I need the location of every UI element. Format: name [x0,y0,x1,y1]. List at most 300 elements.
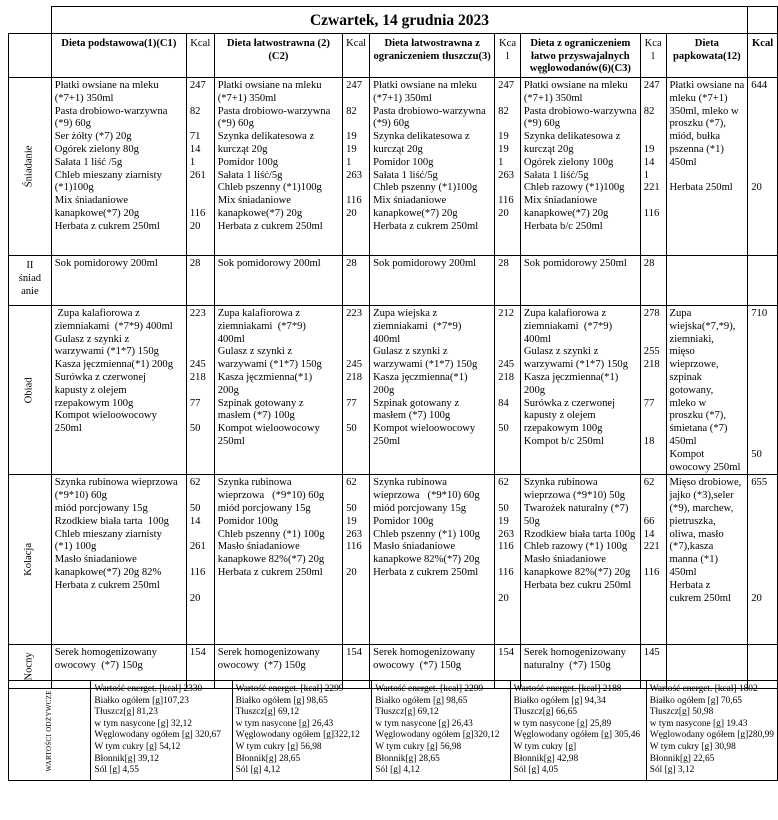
kcal-value [644,503,663,516]
menu-item: Płatki owsiane na mleku [54,80,159,91]
kcal-value [644,321,663,334]
kcal-value [751,359,774,372]
kcal-value: 28 [346,258,357,269]
kcal-value [751,541,774,554]
title-corner [748,7,778,34]
menu-item: Mix śniadaniowe [523,195,598,207]
menu-item: Szynka rubinowa [523,477,598,489]
menu-item: Herbata z cukrem 250ml [217,566,323,578]
kcal-value: 1 [189,156,196,168]
menu-item: Chleb mieszany ziarnisty [54,169,162,181]
menu-item: kanapkowe(*7) 20g [523,207,609,219]
kcal-value [644,131,663,144]
menu-item: Szynka delikatesowa z [217,131,315,143]
menu-item: (*7),kasza [669,541,714,553]
kcal-value [346,436,366,449]
nutrition-value: Węglowodany ogółem [g] 305,46 [513,730,641,741]
menu-item: Zupa wiejska z [373,308,438,319]
kcal-value: 19 [346,143,357,155]
menu-item: Szpinak gotowany z [217,397,304,409]
kcal-value: 116 [189,566,206,578]
kcal-value [346,334,366,347]
menu-item: Chleb pszenny (*1) 100g [373,528,480,540]
nutrition-value: w tym nasycone [g] 19.43 [649,718,748,729]
kcal-value: 14 [643,528,655,540]
menu-item: Rzodkiew biała tarta 100g [523,528,636,540]
kcal-value: 14 [189,143,201,155]
menu-item: warzywami (*1*7) 150g [373,359,478,371]
kcal-value [498,334,517,347]
menu-item: Twarożek naturalny (*7) [523,502,629,514]
menu-item: ziemniakami (*7*9) 400ml [54,320,173,332]
menu-item: miód porcjowany 15g [373,502,467,514]
menu-item: (*9*10) 60g [54,490,107,502]
kcal-value [498,321,517,334]
kcal-value [190,334,211,347]
menu-item: manna (*1) [669,554,719,566]
nutrition-value: Węglowodany ogółem [g]320,12 [375,730,500,741]
kcal-value: 62 [189,477,201,489]
kcal-value: 62 [643,477,655,489]
kcal-value [498,554,517,567]
menu-item: Pomidor 100g [373,515,434,527]
kcal-value: 82 [189,105,201,117]
menu-item: proszku (*7), [669,410,726,422]
kcal-value: 66 [643,515,655,527]
menu-items-cell [370,256,495,306]
menu-item: Sok pomidorowy 200ml [54,258,158,269]
menu-item: 250ml [373,435,401,447]
menu-item: Kompot wieloowocowy [373,423,476,435]
menu-items-cell [520,256,640,306]
kcal-value [644,385,663,398]
kcal-value: 116 [498,566,514,578]
nutrition-value: Białko ogółem [g] 98,65 [375,695,468,706]
kcal-value: 20 [189,592,201,604]
menu-item: Sok pomidorowy 200ml [373,258,477,269]
menu-item: miód porcjowany 15g [54,502,148,514]
menu-item: Sałata 1 liść/5g [217,169,283,181]
menu-item: Sok pomidorowy 250ml [523,258,627,269]
menu-item: Chleb pszenny (*1) 100g [217,528,325,540]
menu-item: Sałata 1 liść/5g [373,169,438,181]
menu-items-cell [214,306,342,475]
kcal-value: 116 [346,195,362,207]
nutrition-value: Błonnik[g] 28,65 [235,753,301,764]
nutrition-value: Wartość energet. [kcal] 2188 [513,684,622,694]
menu-items-cell [520,475,640,645]
menu-items-cell [370,306,495,475]
menu-item: rzepakowym 100g [523,423,603,435]
kcal-value [751,554,774,567]
kcal-value: 20 [346,207,357,219]
kcal-value: 1 [346,156,352,168]
kcal-value [346,410,366,423]
kcal-value [346,490,366,503]
kcal-value: 50 [189,502,201,514]
nutrition-table [8,680,778,781]
menu-item: Mięso drobiowe, [669,477,742,489]
kcal-value [190,554,211,567]
meal-label-cell [9,475,52,645]
meal-label: Obiad [23,377,35,404]
kcal-value [644,221,663,234]
menu-item: masłem (*7) 100g [373,410,451,422]
menu-item: miód porcjowany 15g [217,502,311,514]
menu-item: Kompot b/c 250ml [523,435,604,447]
menu-item: (*9), marchew, [669,502,734,514]
menu-item: 200g [217,384,239,396]
kcal-value: 77 [189,397,201,409]
kcal-value: 50 [498,502,509,514]
column-header-diet: Dieta papkowata(12) [666,34,748,78]
menu-item: kurcząt 20g [373,143,423,155]
kcal-cell [748,475,778,645]
menu-item: Sałata 1 liść/5g [523,169,589,181]
kcal-value: 116 [643,566,660,578]
kcal-cell [748,78,778,256]
kcal-cell [640,306,666,475]
menu-item: owocowy (*7) 150g [54,660,143,672]
menu-item: Kasza jęczmienna(*1) [523,371,619,383]
kcal-value: 116 [189,207,206,219]
menu-item: Kasza jęczmienna(*1) [373,371,468,383]
menu-item: Szpinak gotowany z [373,397,460,409]
kcal-value [190,195,211,208]
menu-item: Ogórek zielony 100g [523,156,614,168]
menu-item: kanapkowe(*7) 20g [373,207,458,219]
menu-item: mleko w [669,397,707,409]
kcal-value [498,118,517,131]
kcal-value [751,385,774,398]
menu-item: Chleb razowy (*1) 100g [523,541,628,553]
kcal-value [498,490,517,503]
menu-item: Mix śniadaniowe [217,195,291,207]
kcal-value: 19 [643,143,655,155]
menu-item: Chleb razowy (*1)100g [523,182,625,194]
menu-item: Chleb pszenny (*1)100g [217,182,322,194]
menu-item: warzywami (*1*7) 150g [54,346,159,358]
kcal-value: 62 [346,477,357,489]
kcal-value [644,372,663,385]
kcal-value: 263 [346,528,363,540]
kcal-cell [748,256,778,306]
kcal-value: 644 [751,80,768,91]
kcal-value: 116 [643,207,660,219]
kcal-value [751,516,774,529]
menu-item: Masło śniadaniowe [217,541,300,553]
menu-item: Kasza jęczmienna(*1) [217,371,313,383]
menu-item: kurcząt 20g [523,143,574,155]
kcal-value [346,221,366,234]
column-header-kcal: Kcal [343,34,370,78]
kcal-value [751,131,774,144]
kcal-value: 218 [643,359,660,371]
nutrition-value: Wartość energet. [kcal] 2299 [375,684,484,694]
menu-item: Płatki owsiane na mleku [217,80,322,91]
menu-item: Pasta drobiowo-warzywna [373,105,486,117]
kcal-value: 116 [498,541,514,553]
kcal-value [346,182,366,195]
kcal-value [751,372,774,385]
kcal-value [751,529,774,542]
meal-row [9,306,778,475]
kcal-value [644,490,663,503]
kcal-value [346,118,366,131]
kcal-value [190,118,211,131]
kcal-value [644,554,663,567]
menu-items-cell [520,78,640,256]
column-header-diet: Dieta z ograniczeniem łatwo przyswajalnych węglowodanów(6)(C3) [520,34,640,78]
kcal-value [190,529,211,542]
kcal-cell [343,475,370,645]
kcal-value [644,334,663,347]
kcal-value [751,93,774,106]
nutrition-label-cell [9,681,91,781]
nutrition-column [372,681,510,781]
menu-item: Pasta drobiowo-warzywna [217,105,331,117]
nutrition-value: W tym cukry [g] [513,741,577,752]
kcal-value: 247 [346,80,363,91]
kcal-value [751,170,774,183]
kcal-value: 82 [498,105,509,117]
menu-item: Herbata z cukrem 250ml [54,579,160,591]
kcal-cell [186,306,214,475]
meal-label-line: anie [21,285,39,297]
menu-items-cell [214,256,342,306]
meal-label-line: śniad [18,272,42,284]
menu-item: Pomidor 100g [373,156,434,168]
nutrition-value: Sól [g] 3,12 [649,765,695,776]
kcal-value: 263 [346,169,363,181]
kcal-value: 145 [643,647,660,659]
menu-item: Gulasz z szynki z [373,346,448,358]
nutrition-value: Sól [g] 4,12 [235,765,281,776]
kcal-cell [640,78,666,256]
menu-item: (*1)100g [54,182,94,194]
kcal-value: 263 [498,169,515,181]
kcal-value: 84 [498,397,509,409]
header-meal-cell [9,34,52,78]
kcal-value: 218 [498,371,515,383]
menu-item: owocowy (*7) 150g [217,660,306,672]
nutrition-value: Tłuszcz[g] 50,98 [649,707,714,718]
menu-item: Serek homogenizowany [373,647,476,659]
kcal-value [346,346,366,359]
kcal-value [751,398,774,411]
kcal-value: 245 [498,359,515,371]
menu-item: Płatki owsiane na mleku [373,80,477,91]
kcal-value [751,144,774,157]
menu-item: Kompot wieloowocowy [54,410,157,422]
nutrition-value: Błonnik[g] 42,98 [513,753,579,764]
nutrition-value: W tym cukry [g] 56,98 [375,741,462,752]
menu-item: Szynka rubinowa wieprzowa [54,477,178,489]
menu-items-cell [51,475,186,645]
kcal-value [190,410,211,423]
menu-item: 200g [373,384,395,396]
kcal-value [498,385,517,398]
menu-item: miód, bułka [669,131,721,143]
menu-item [373,580,491,593]
menu-item: Ser żółty (*7) 20g [54,131,132,143]
nutrition-column [646,681,777,781]
kcal-value [346,93,366,106]
menu-item: kanapkowe(*7) 20g [54,207,140,219]
kcal-value: 218 [346,371,363,383]
kcal-value: 245 [189,359,206,371]
nutrition-value: Węglowodany ogółem [g]322,12 [235,730,360,741]
menu-item: mleku (*7+1) [669,92,728,104]
title-spacer [9,7,52,34]
menu-item: Pasta drobiowo-warzywna [523,105,637,117]
menu-item: kurcząt 20g [217,143,268,155]
kcal-value: 154 [189,647,206,659]
kcal-value: 14 [189,515,201,527]
kcal-cell [495,475,521,645]
kcal-value: 50 [346,502,357,514]
nutrition-value: w tym nasycone [g] 32,12 [94,718,192,729]
menu-item: Szynka delikatesowa z [373,131,470,143]
kcal-cell [748,306,778,475]
menu-item [670,170,745,183]
kcal-cell [495,78,521,256]
kcal-value [751,157,774,170]
menu-item: Surówka z czerwonej [523,397,616,409]
nutrition-value: Węglowodany ogółem [g]280,99 [649,730,774,741]
menu-item: (*7+1) 350ml [373,92,432,104]
menu-item: Szynka rubinowa [373,477,447,489]
kcal-value: 82 [643,105,655,117]
kcal-value: 19 [498,131,509,143]
kcal-value [498,436,517,449]
kcal-value [751,462,774,475]
menu-item: owocowy (*7) 150g [373,660,462,672]
nutrition-value: Wartość energet. [kcal] 2330 [94,684,203,694]
kcal-value: 28 [189,258,201,269]
kcal-value [751,436,774,449]
menu-item: (*9) 60g [217,118,254,130]
kcal-cell [343,78,370,256]
menu-item: 400ml [523,333,551,345]
menu-item: Płatki owsiane na [669,80,745,91]
menu-item: (*9) 60g [54,118,91,130]
kcal-value: 247 [643,80,660,91]
column-header-diet: Dieta podstawowa(1)(C1) [51,34,186,78]
kcal-value [498,221,517,234]
menu-item: (*7+1) 350ml [523,92,583,104]
kcal-value [644,118,663,131]
menu-item: wieprzowa (*9*10) 60g [217,490,325,502]
kcal-value: 62 [498,477,509,489]
menu-item: Herbata z cukrem 250ml [373,220,479,232]
menu-item: warzywami (*1*7) 150g [523,359,629,371]
kcal-value: 19 [346,515,357,527]
kcal-value [498,93,517,106]
nutrition-value: w tym nasycone [g] 26,43 [375,718,473,729]
nutrition-column [232,681,372,781]
kcal-cell [495,306,521,475]
menu-item: Pomidor 100g [217,156,279,168]
menu-item: proszku (*7), [669,118,726,130]
kcal-value: 77 [643,397,655,409]
kcal-value [751,580,774,593]
kcal-value [751,503,774,516]
menu-item: Chleb mieszany ziarnisty [54,528,162,540]
menu-item: Kompot wieloowocowy [217,423,320,435]
menu-item: 250ml [217,435,245,447]
nutrition-value: w tym nasycone [g] 25,89 [513,718,612,729]
kcal-value [644,423,663,436]
nutrition-column [510,681,646,781]
kcal-value: 154 [346,647,363,659]
menu-item: 450ml [669,435,697,447]
kcal-value: 1 [498,156,504,168]
meal-label-cell [9,256,52,306]
kcal-value [190,93,211,106]
kcal-value [644,410,663,423]
nutrition-value: Białko ogółem [g] 94,34 [513,695,606,706]
menu-item: kapusty z olejem [523,410,596,422]
kcal-value: 116 [346,541,362,553]
menu-item: (*7+1) 350ml [54,92,114,104]
kcal-value: 223 [346,308,363,319]
menu-item: Gulasz z szynki z [523,346,599,358]
nutrition-value: Wartość energet. [kcal] 1802 [649,684,758,694]
menu-item: (*9) 60g [523,118,561,130]
kcal-value: 71 [189,131,201,143]
kcal-value: 28 [643,258,655,269]
kcal-value: 20 [498,207,509,219]
kcal-value [190,580,211,593]
menu-item: (*7+1) 350ml [217,92,277,104]
kcal-value [751,321,774,334]
menu-item: Herbata z cukrem 250ml [373,566,479,578]
menu-item: Masło śniadaniowe [373,541,456,553]
menu-item: owocowy 250ml [669,461,741,473]
menu-item: Zupa kalafiorowa z [217,308,301,319]
nutrition-value: Tłuszcz[g] 69,12 [235,707,300,718]
kcal-cell [343,306,370,475]
menu-item: Herbata bez cukru 250ml [523,579,632,591]
kcal-value: 20 [751,592,762,604]
kcal-value [190,490,211,503]
menu-item: (*9) 60g [373,118,410,130]
nutrition-value: Węglowodany ogółem [g] 320,67 [94,730,221,741]
menu-item: Pasta drobiowo-warzywna [54,105,168,117]
menu-item: ziemniakami (*7*9) [217,320,306,332]
menu-item: kanapkowe(*7) 20g 82% [54,566,162,578]
nutrition-value: W tym cukry [g] 30,98 [649,741,736,752]
menu-item: Masło śniadaniowe [523,554,606,566]
nutrition-value: Błonnik[g] 39,12 [94,753,159,764]
column-header-diet: Dieta łatwostrawna (2)(C2) [214,34,342,78]
menu-item: 200g [523,384,546,396]
meal-label: Nocny [23,652,35,681]
kcal-value [498,346,517,359]
meal-label: Kolacja [23,543,35,577]
kcal-value: 247 [189,80,206,91]
menu-item [373,593,491,606]
kcal-value [190,182,211,195]
nutrition-value: Błonnik[g] 22,65 [649,753,715,764]
menu-item: Herbata b/c 250ml [523,220,603,232]
menu-item: Herbata z cukrem 250ml [217,220,323,232]
nutrition-value: Wartość energet. [kcal] 2299 [235,684,344,694]
menu-item: wieprzowe, [669,359,719,371]
nutrition-value: Białko ogółem [g] 70,65 [649,695,742,706]
kcal-value: 278 [643,308,660,319]
